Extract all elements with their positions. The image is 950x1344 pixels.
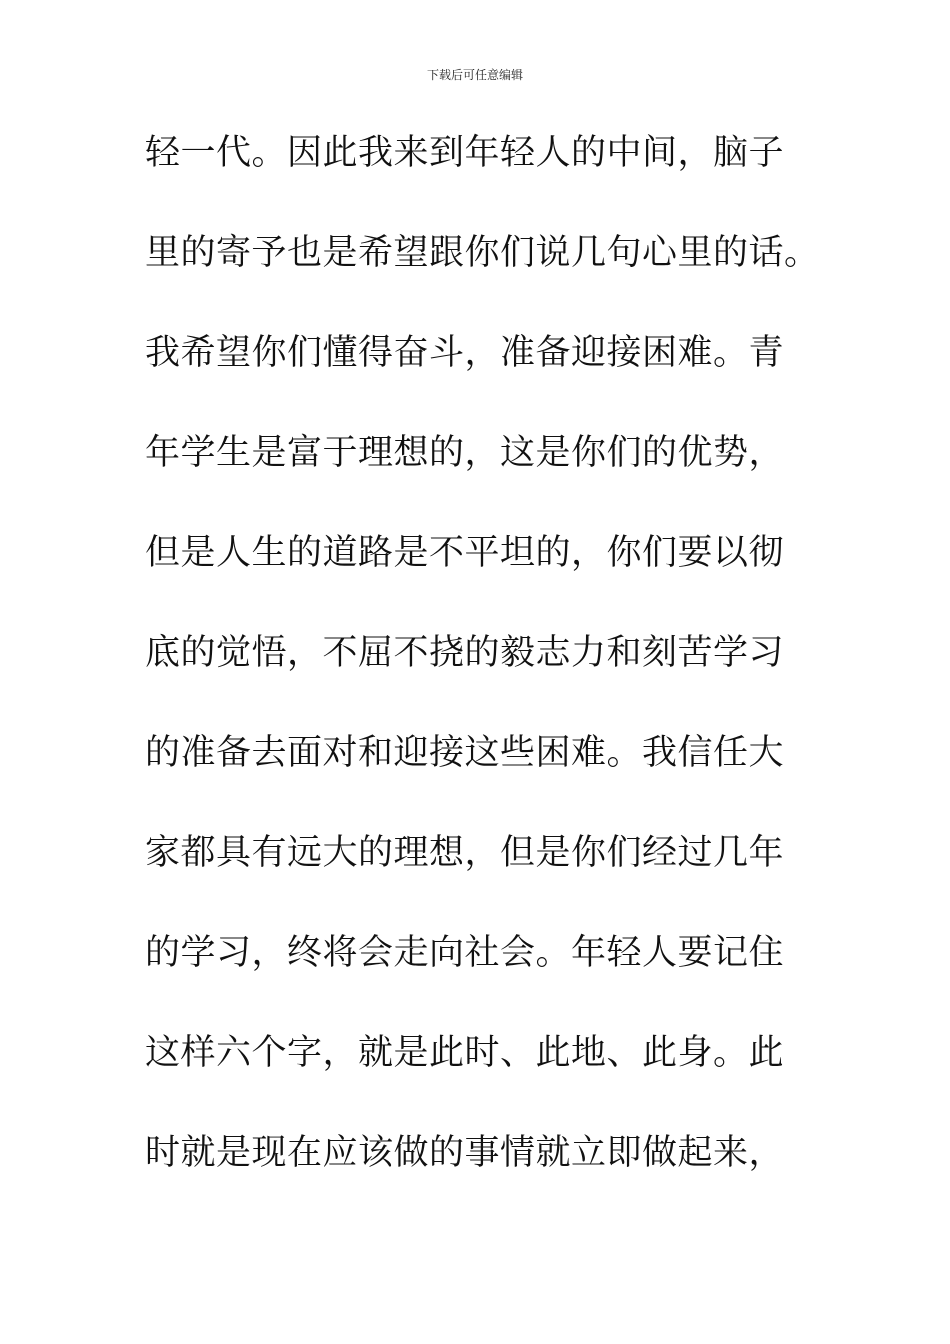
- body-line: 轻一代。因此我来到年轻人的中间，脑子: [145, 133, 785, 173]
- page-header-note: 下载后可任意编辑: [426, 68, 523, 82]
- body-line: 时就是现在应该做的事情就立即做起来，: [145, 1133, 785, 1173]
- body-line: 底的觉悟，不屈不挠的毅志力和刻苦学习: [145, 633, 785, 673]
- body-line: 家都具有远大的理想，但是你们经过几年: [145, 833, 785, 873]
- body-line: 但是人生的道路是不平坦的，你们要以彻: [145, 533, 785, 573]
- body-line: 年学生是富于理想的，这是你们的优势，: [145, 433, 785, 473]
- body-line: 这样六个字，就是此时、此地、此身。此: [145, 1033, 785, 1073]
- body-line: 的准备去面对和迎接这些困难。我信任大: [145, 733, 785, 773]
- body-line: 的学习，终将会走向社会。年轻人要记住: [145, 933, 785, 973]
- body-line: 我希望你们懂得奋斗，准备迎接困难。青: [145, 333, 785, 373]
- body-line: 里的寄予也是希望跟你们说几句心里的话。: [145, 233, 820, 273]
- document-body: [145, 128, 825, 1228]
